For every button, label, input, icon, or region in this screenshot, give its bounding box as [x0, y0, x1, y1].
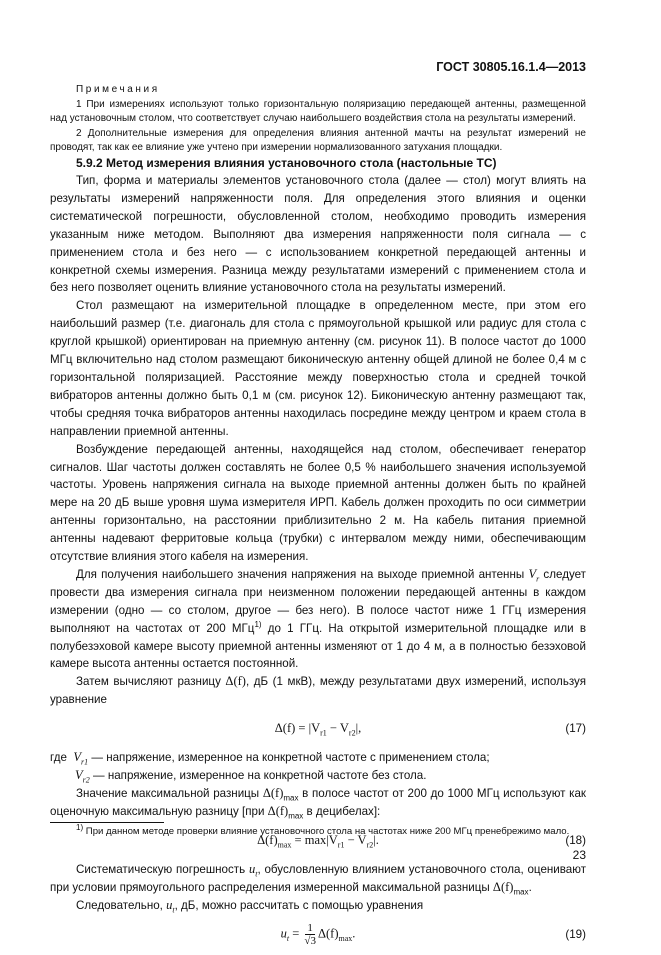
- paragraph: Для получения наибольшего значения напряжения на выходе приемной антенны $V_r$ следует провести два измерения сигнала при неизменном положении передающей антенны в каждом измерении (одно — со столом, другое — без него). В полосе частот ниже 1 ГГц измерения выполняют на частотах от 200 МГц$^{1)}$ до 1 ГГц. На открытой измерительной площадке или в полубезэховой камере высоту приемной антенны изменяют от 1 до 4 м, а в полностью безэховой камере высота антенны остается постоянной.: [50, 566, 586, 671]
- paragraph: Тип, форма и материалы элементов установочного стола (далее — стол) могут влиять на результаты измерений напряженности поля. Для определения этого влияния и оценки систематической погрешности, обусловленной столом, необходимо проводить измерения указанным ниже методом. Выполняют два измерения напряженности поля сигнала — с применением стола и без него — с использованием конкретной передающей антенны и конкретной схемы измерения. Разница между результатами измерений с применением стола и без него позволяет оценить влияние установочного стола на результаты измерений.: [50, 174, 586, 295]
- document-id: ГОСТ 30805.16.1.4—2013: [436, 60, 586, 74]
- paragraph: Затем вычисляют разницу Δ(f), дБ (1 мкВ), между результатами двух измерений, используя уравнение: [50, 674, 586, 707]
- note-item: 2 Дополнительные измерения для определения влияния антенной мачты на результат измерений не проводят, так как ее влияние уже учтено при измерении нормализованного затухания площадки.: [50, 127, 586, 153]
- paragraph: Значение максимальной разницы $\Delta(f)_{max}$ в полосе частот от 200 до 1000 МГц используют как оценочную максимальную разницу [при $\Delta(f)_{max}$ в децибелах]:: [50, 786, 586, 821]
- equation-number: (17): [565, 722, 586, 736]
- paragraph: Стол размещают на измерительной площадке в определенном месте, при этом его наибольший размер (т.е. диагональ для стола с прямоугольной крышкой или радиус для стола с круглой крышкой) ориентирован на приемную антенну (см. рисунок 11). В полосе частот до 1000 МГц включительно над столом размещают биконическую антенну общей длиной не более 0,4 м с горизонтальной поляризацией. Расстояние между поверхностью стола и средней точкой вибраторов антенны должно быть 0,1 м (см. рисунок 12). Биконическую антенну размещают так, чтобы средняя точка вибраторов антенны находилась посредине между центром и краем стола в направлении приемной антенны.: [50, 299, 586, 438]
- footnote-ref[interactable]: 1): [254, 619, 262, 629]
- paragraph: Следовательно, $u_t$, дБ, можно рассчитать с помощью уравнения: [76, 897, 424, 915]
- notes-block: [50, 83, 586, 156]
- note-item: 1 При измерениях используют только горизонтальную поляризацию передающей антенны, размещенной над установочным столом, что соответствует случаю наибольшего воздействия стола на результаты измерений.: [50, 98, 586, 124]
- page-number: 23: [572, 848, 586, 862]
- equation-number: (18): [565, 833, 586, 847]
- paragraph: Возбуждение передающей антенны, находящейся над столом, обеспечивает генератор сигналов. Шаг частоты должен составлять не более 0,5 % наибольшего значения используемой частоты. Уровень напряжения сигнала на выходе приемной антенны должен быть по крайней мере на 20 дБ выше уровня шума измерителя ИРП. Кабель должен проходить по оси симметрии антенны горизонтально, на расстоянии приблизительно 2 м. На кабель питания приемной антенны надевают ферритовые кольца (трубки) с интервалом между ними, обеспечивающим отсутствие влияния этого кабеля на измерения.: [50, 442, 586, 564]
- definition-vr1: где $V_{r1}$ — напряжение, измеренное на конкретной частоте с применением стола;: [50, 750, 490, 767]
- paragraph: Систематическую погрешность $u_t$, обусловленную влиянием установочного стола, оценивают при условии прямоугольного распределения измеренной максимальной разницы $\Delta(f)_{max}$.: [50, 861, 586, 897]
- notes-label: Примечания: [76, 84, 160, 95]
- equation-18: $\Delta(f)_{max} = \max|V_{r1} - V_{r2}|$. (18): [257, 832, 586, 850]
- footnote: $^{1)}$ При данном методе проверки влияние установочного стола на частотах ниже 200 МГц пренебрежимо мало.: [76, 822, 570, 837]
- footnote-divider: [50, 822, 164, 823]
- equation-number: (19): [565, 927, 586, 941]
- section-heading: 5.9.2 Метод измерения влияния установочного стола (настольные ТС): [76, 156, 497, 170]
- definition-vr2: $V_{r2}$ — напряжение, измеренное на конкретной частоте без стола.: [75, 768, 427, 785]
- symbol-vr: $V_r$: [528, 566, 540, 584]
- equation-19: $u_t$ = $\frac{1}{√3}$ $\Delta(f)_{max}$. (19): [280, 922, 586, 948]
- equation-17: $\Delta(f) = |V_{r1} - V_{r2}|$, (17): [274, 721, 586, 738]
